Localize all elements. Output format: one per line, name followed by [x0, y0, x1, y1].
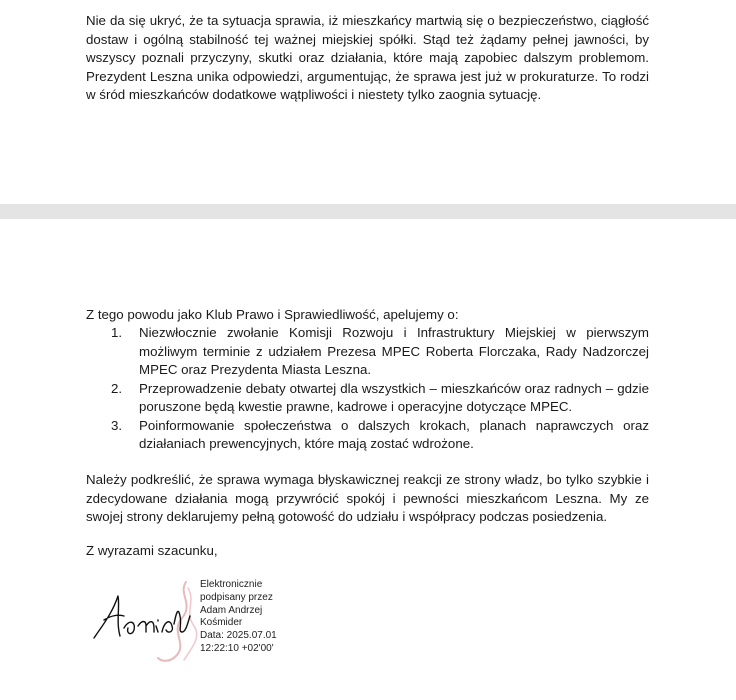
demands-list: [86, 324, 649, 454]
page-separator: [0, 204, 736, 219]
electronic-signature: [90, 576, 310, 668]
list-item: [86, 324, 649, 380]
paragraph-1: Nie da się ukryć, że ta sytuacja sprawia, iż mieszkańcy martwią się o bezpieczeństwo, ciągłość dostaw i ogólną stabilność tej ważnej miejskiej spółki. Stąd też żądamy pełnej jawności, by wszyscy poznali przyczyny, skutki oraz działania, które mają zapobiec dalszym problemom. Prezydent Leszna unika odpowiedzi, argumentując, że sprawa jest już w prokuraturze. To rodzi w śród mieszkańców dodatkowe wątpliwości i niestety tylko zaognia sytuację.: [86, 13, 649, 102]
signature-line: 12:22:10 +02'00': [200, 642, 274, 654]
list-number: 1.: [111, 325, 123, 340]
list-item-text: Niezwłocznie zwołanie Komisji Rozwoju i Infrastruktury Miejskiej w pierwszym możliwym terminie z udziałem Prezesa MPEC Roberta Florczaka, Rady Nadzorczej MPEC oraz Prezydenta Miasta Leszna.: [139, 325, 649, 377]
list-item-text: Poinformowanie społeczeństwa o dalszych krokach, planach naprawczych oraz działaniach prewencyjnych, które mają zostać wdrożone.: [139, 417, 649, 451]
list-number: 3.: [111, 417, 123, 433]
signature-details: [200, 579, 277, 656]
handwritten-signature: [94, 596, 190, 638]
list-item-text: Przeprowadzenie debaty otwartej dla wszystkich – mieszkańców oraz radnych – gdzie poruszone będą kwestie prawne, kadrowe i operacyjne dotyczące MPEC.: [139, 380, 649, 414]
list-item: [86, 417, 649, 454]
signature-line: podpisany przez: [200, 591, 273, 603]
signature-line: Kośmider: [200, 617, 243, 629]
list-number: 2.: [111, 380, 123, 396]
signature-line: Data: 2025.07.01: [200, 630, 277, 642]
signature-line: Elektronicznie: [200, 579, 263, 590]
closing-line: Z wyrazami szacunku,: [86, 543, 218, 558]
appeal-intro: Z tego powodu jako Klub Prawo i Sprawiedliwość, apelujemy o:: [86, 307, 459, 322]
signature-ribbon: [158, 582, 187, 661]
paragraph-3: Należy podkreślić, że sprawa wymaga błyskawicznej reakcji ze strony władz, bo tylko szybkie i zdecydowane działania mogą przywrócić spokój i pewności mieszkańcom Leszna. My ze swojej strony deklarujemy pełną gotowość do udziału i współpracy podczas posiedzenia.: [86, 472, 649, 524]
list-item: [86, 380, 649, 417]
signature-line: Adam Andrzej: [200, 604, 263, 616]
